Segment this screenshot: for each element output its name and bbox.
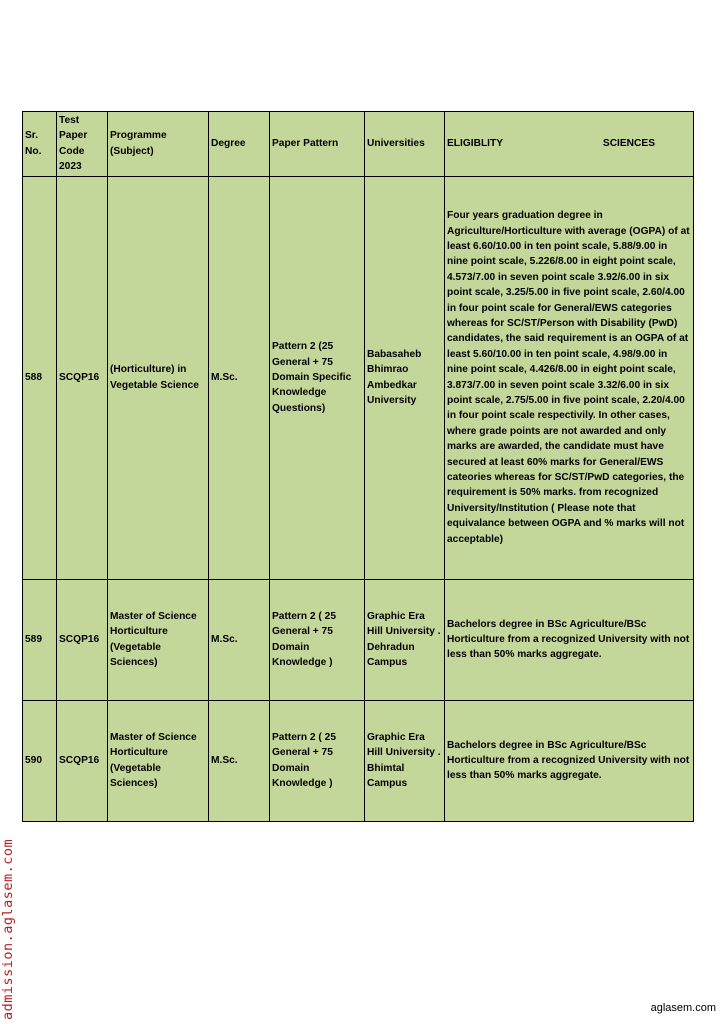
table-row <box>23 700 694 821</box>
cell-university: Graphic Era Hill University . Bhimtal Campus <box>365 700 445 821</box>
cell-test-code: SCQP16 <box>57 176 108 579</box>
header-programme: Programme (Subject) <box>108 112 209 177</box>
cell-paper-pattern: Pattern 2 ( 25 General + 75 Domain Knowledge ) <box>270 579 365 700</box>
programme-table <box>22 111 694 822</box>
cell-programme: Master of Science Horticulture (Vegetable Sciences) <box>108 700 209 821</box>
cell-eligibility: Bachelors degree in BSc Agriculture/BSc Horticulture from a recognized University with not less than 50% marks aggregate. <box>445 579 694 700</box>
cell-sr-no: 589 <box>23 579 57 700</box>
header-test-code: Test Paper Code 2023 <box>57 112 108 177</box>
cell-university: Graphic Era Hill University . Dehradun Campus <box>365 579 445 700</box>
cell-sr-no: 588 <box>23 176 57 579</box>
cell-degree: M.Sc. <box>209 700 270 821</box>
cell-test-code: SCQP16 <box>57 700 108 821</box>
cell-degree: M.Sc. <box>209 579 270 700</box>
header-degree: Degree <box>209 112 270 177</box>
cell-eligibility: Bachelors degree in BSc Agriculture/BSc Horticulture from a recognized University with not less than 50% marks aggregate. <box>445 700 694 821</box>
header-universities: Universities <box>365 112 445 177</box>
table-row <box>23 579 694 700</box>
header-sciences: SCIENCES <box>602 138 655 150</box>
cell-degree: M.Sc. <box>209 176 270 579</box>
watermark-site: aglasem.com <box>650 1002 716 1014</box>
header-eligibility-cell <box>445 112 694 177</box>
cell-sr-no: 590 <box>23 700 57 821</box>
cell-paper-pattern: Pattern 2 (25 General + 75 Domain Specific Knowledge Questions) <box>270 176 365 579</box>
cell-test-code: SCQP16 <box>57 579 108 700</box>
cell-programme: (Horticulture) in Vegetable Science <box>108 176 209 579</box>
table-row <box>23 176 694 579</box>
cell-university: Babasaheb Bhimrao Ambedkar University <box>365 176 445 579</box>
watermark-vertical: admission.aglasem.com <box>0 838 16 1020</box>
header-paper-pattern: Paper Pattern <box>270 112 365 177</box>
header-sr-no: Sr. No. <box>23 112 57 177</box>
header-eligibility: ELIGIBLITY <box>447 138 504 150</box>
cell-eligibility: Four years graduation degree in Agriculture/Horticulture with average (OGPA) of at least 6.60/10.00 in ten point scale, 5.88/9.00 in nine point scale, 5.226/8.00 in eight point scale, 4.573/7.00 in seven point scale 3.92/6.00 in six point scale, 3.25/5.00 in five point scale, 2.60/4.00 in four point scale for General/EWS categories whereas for SC/ST/Person with Disability (PwD) candidates, the said requirement is an OGPA of at least 5.60/10.00 in ten point scale, 4.98/9.00 in nine point scale, 4.426/8.00 in eight point scale, 3.873/7.00 in seven point scale 3.32/6.00 in six point scale, 2.75/5.00 in five point scale, 2.20/4.00 in four point scale respectivily. In other cases, where grade points are not awarded and only marks are awarded, the candidate must have secured at least 60% marks for General/EWS cateories whereas for SC/ST/PwD categories, the requirement is 50% marks. from recognized University/Institution ( Please note that equivalance between OGPA and % marks will not acceptable) <box>445 176 694 579</box>
cell-paper-pattern: Pattern 2 ( 25 General + 75 Domain Knowledge ) <box>270 700 365 821</box>
cell-programme: Master of Science Horticulture (Vegetable Sciences) <box>108 579 209 700</box>
table-header-row <box>23 112 694 177</box>
